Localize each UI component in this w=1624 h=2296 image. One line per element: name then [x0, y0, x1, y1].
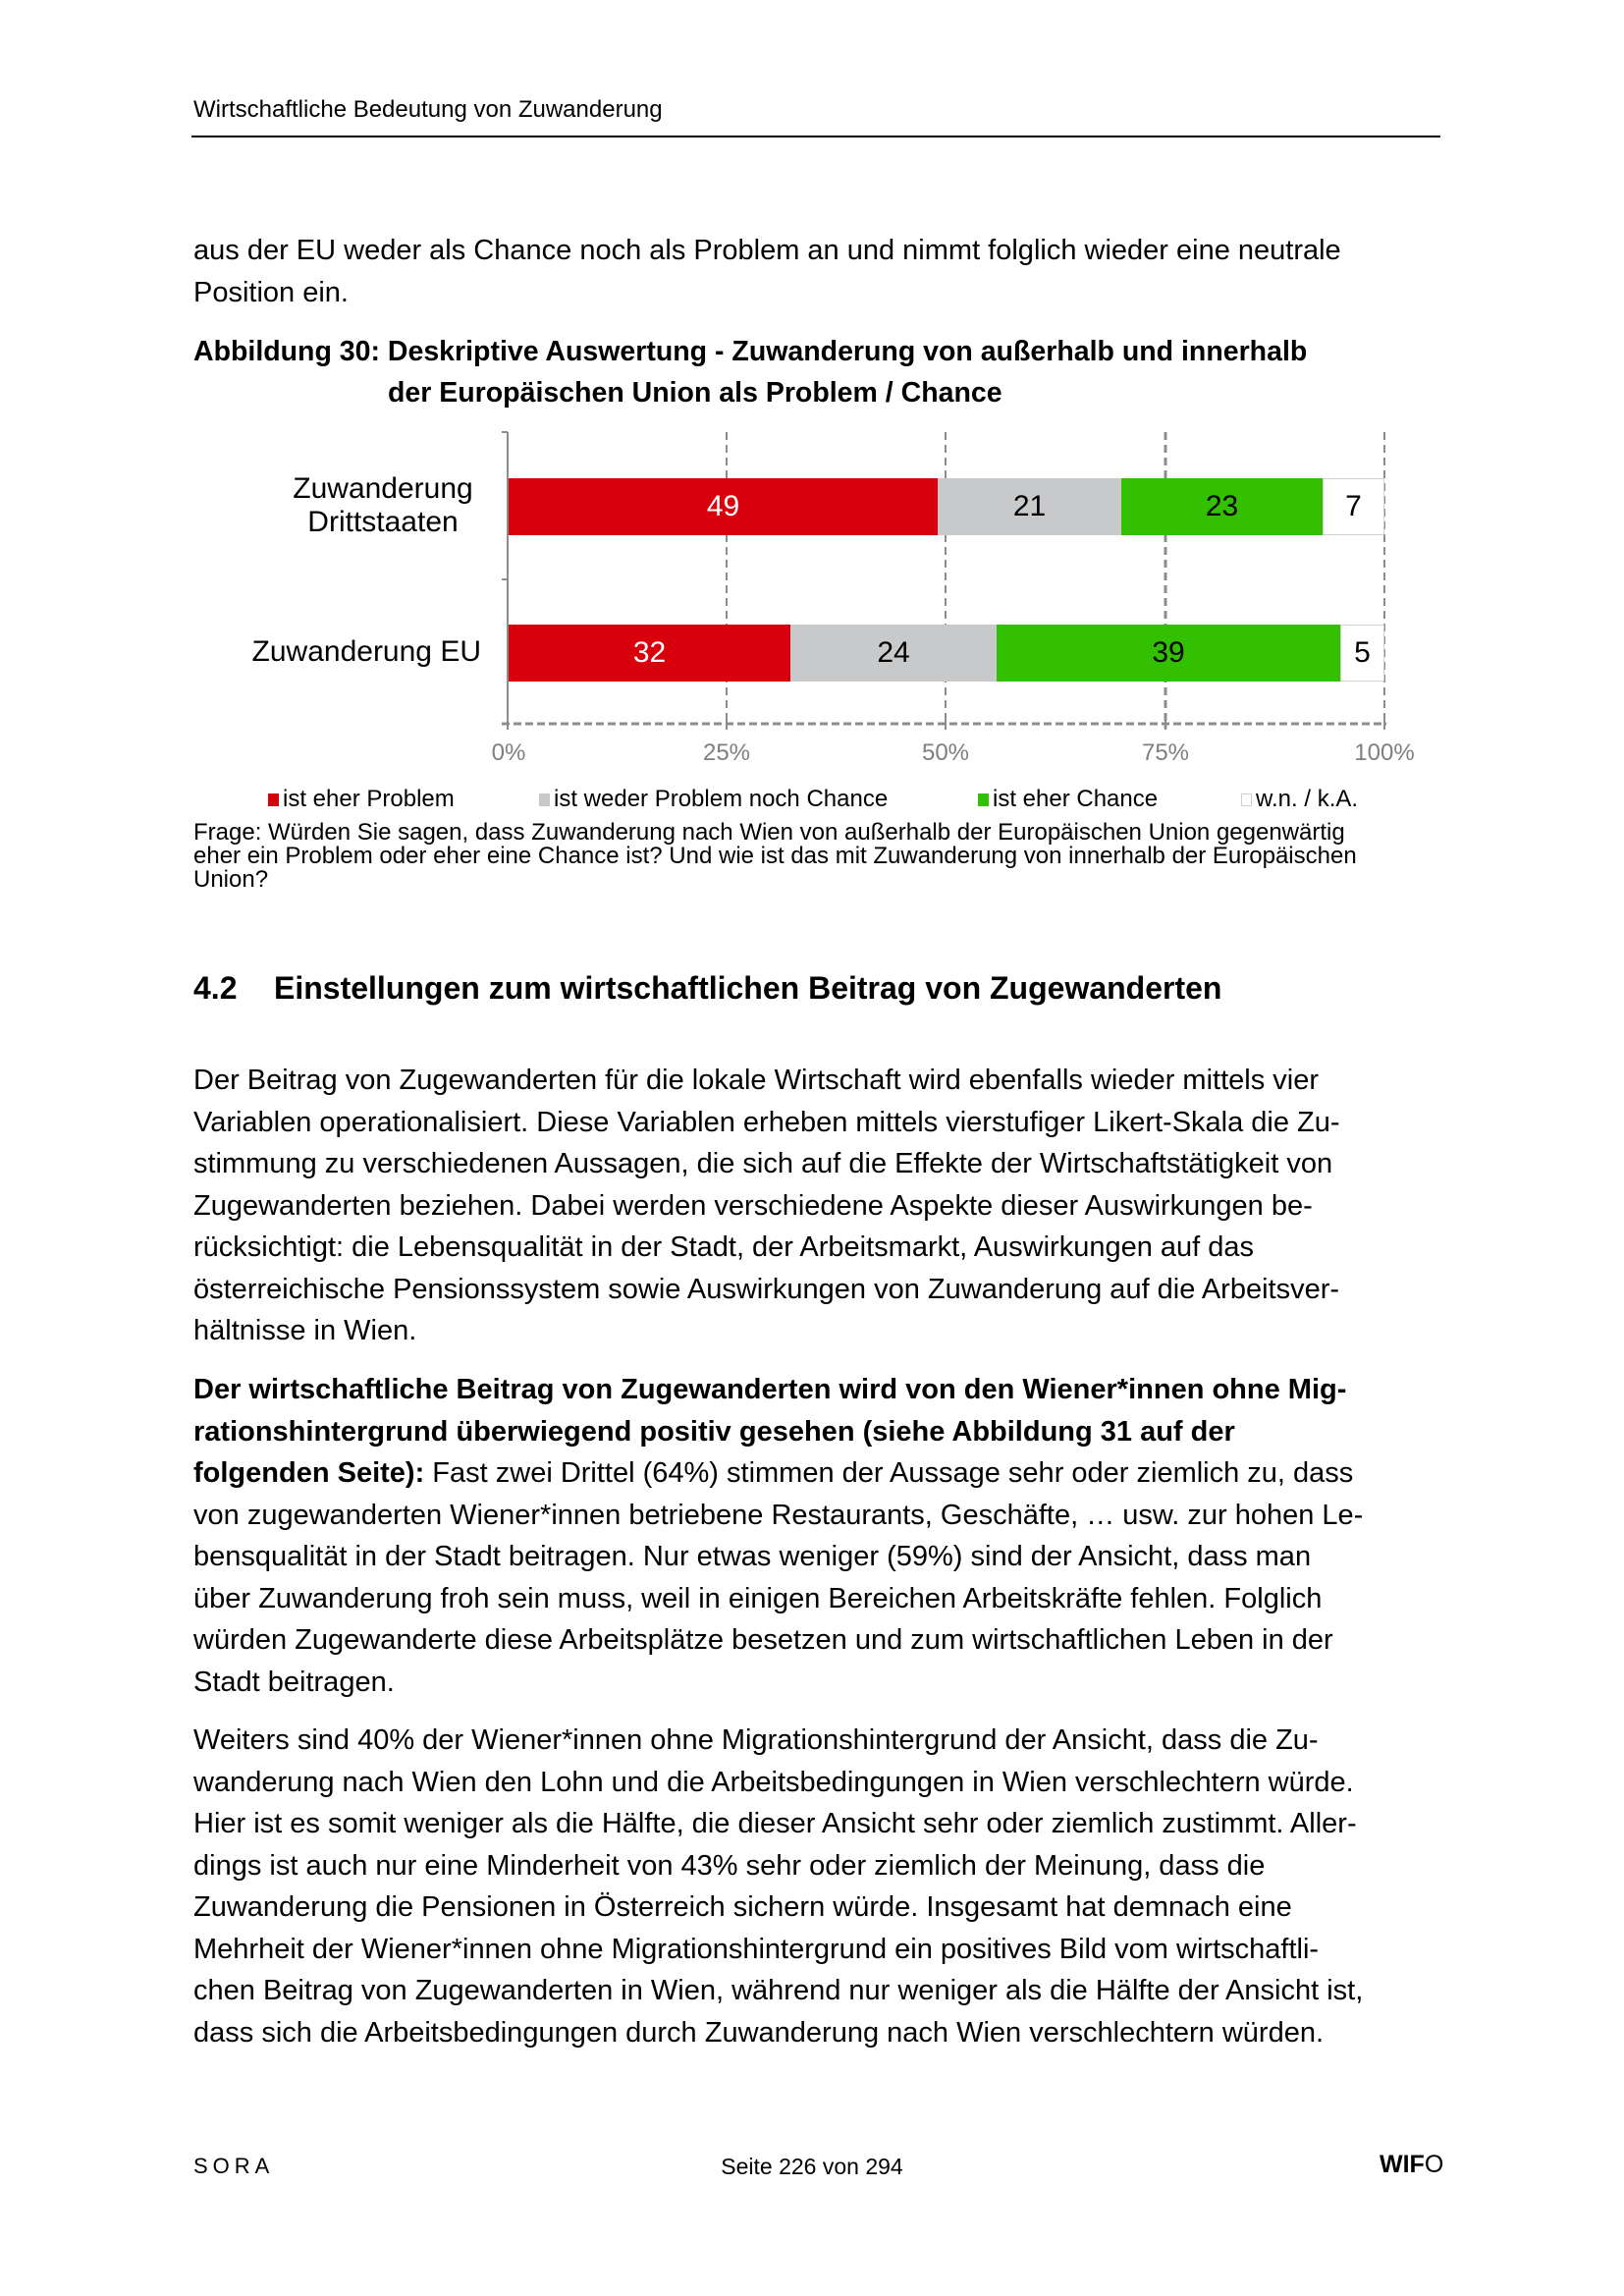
legend-label: ist eher Chance — [993, 786, 1159, 812]
bar-segment-neutral: 21 — [938, 478, 1121, 535]
bar-segment-chance: 39 — [997, 625, 1340, 682]
text-line: hältnisse in Wien. — [193, 1315, 417, 1346]
text-line: Mehrheit der Wiener*innen ohne Migrationshintergrund ein positives Bild vom wirtschaftli- — [193, 1933, 1320, 1965]
figure-title-line1: Abbildung 30: Deskriptive Auswertung - Zuwanderung von außerhalb und innerhalb — [193, 336, 1308, 367]
footer-wifo-logo — [1380, 2151, 1443, 2179]
legend-swatch-icon — [268, 793, 279, 806]
text-line: würden Zugewanderte diese Arbeitsplätze besetzen und zum wirtschaftlichen Leben in der — [193, 1624, 1333, 1656]
body-paragraph-3 — [193, 1720, 1440, 2053]
text-line: dings ist auch nur eine Minderheit von 43% sehr oder ziemlich der Meinung, dass die — [193, 1849, 1266, 1882]
legend-swatch-icon — [1241, 793, 1252, 806]
text-line: stimmung zu verschiedenen Aussagen, die sich auf die Effekte der Wirtschaftstätigkeit von — [193, 1148, 1333, 1179]
text-line: Hier ist es somit weniger als die Hälfte, die dieser Ansicht sehr oder ziemlich zustimmt. Aller- — [193, 1808, 1357, 1839]
figure-title-line2: der Europäischen Union als Problem / Chance — [388, 377, 1002, 409]
category-label-line: Drittstaaten — [307, 506, 459, 538]
legend-item-neutral — [539, 786, 888, 813]
legend-item-no-answer — [1241, 786, 1358, 813]
text-line: Variablen operationalisiert. Diese Variablen erheben mittels vierstufiger Likert-Skala die Zu- — [193, 1106, 1340, 1138]
text-line: eher ein Problem oder eher eine Chance ist? Und wie ist das mit Zuwanderung von innerhalb der Europäischen — [193, 843, 1357, 869]
bar-segment-problem: 49 — [509, 478, 938, 535]
text-line: Der Beitrag von Zugewanderten für die lokale Wirtschaft wird ebenfalls wieder mittels vier — [193, 1065, 1319, 1096]
x-tick-label: 25% — [702, 739, 751, 766]
legend-item-chance — [978, 786, 1158, 813]
text-line: wanderung nach Wien den Lohn und die Arbeitsbedingungen in Wien verschlechtern würde. — [193, 1766, 1354, 1798]
section-heading — [193, 970, 1221, 1007]
legend-item-problem — [268, 786, 455, 813]
page-number: Seite 226 von 294 — [721, 2154, 903, 2179]
text-line: chen Beitrag von Zugewanderten in Wien, während nur weniger als die Hälfte der Ansicht ist, — [193, 1975, 1364, 2006]
x-tick-label: 0% — [491, 739, 526, 766]
footer-sora-logo: SORA — [193, 2154, 275, 2178]
text-line: Frage: Würden Sie sagen, dass Zuwanderung nach Wien von außerhalb der Europäischen Union gegenwärtig — [193, 819, 1345, 846]
wifo-logo-o: O — [1424, 2151, 1444, 2178]
legend-swatch-icon — [539, 793, 550, 806]
wifo-logo-text: WIF — [1380, 2151, 1425, 2178]
section-title: Einstellungen zum wirtschaftlichen Beitrag von Zugewanderten — [274, 970, 1222, 1006]
bar-segment-no-answer: 5 — [1340, 625, 1384, 682]
figure-question-note — [193, 821, 1440, 892]
text-line: rücksichtigt: die Lebensqualität in der Stadt, der Arbeitsmarkt, Auswirkungen auf das — [193, 1231, 1255, 1263]
text-line: Fast zwei Drittel (64%) stimmen der Aussage sehr oder ziemlich zu, dass — [424, 1457, 1354, 1489]
text-line: Stadt beitragen. — [193, 1666, 395, 1698]
text-line: von zugewanderten Wiener*innen betriebene Restaurants, Geschäfte, … usw. zur hohen Le- — [193, 1499, 1364, 1531]
text-line: Union? — [193, 866, 269, 893]
text-line: bensqualität in der Stadt beitragen. Nur etwas weniger (59%) sind der Ansicht, dass man — [193, 1541, 1312, 1572]
text-line-bold: Der wirtschaftliche Beitrag von Zugewanderten wird von den Wiener*innen ohne Mig- — [193, 1374, 1347, 1405]
text-line: Zuwanderung die Pensionen in Österreich sichern würde. Insgesamt hat demnach eine — [193, 1891, 1292, 1923]
x-tick-label: 50% — [921, 739, 970, 766]
body-paragraph-1 — [193, 1060, 1440, 1352]
legend-label: ist eher Problem — [283, 786, 455, 812]
body-paragraph-2 — [193, 1369, 1440, 1703]
stacked-bar-chart — [0, 0, 1624, 884]
running-header: Wirtschaftliche Bedeutung von Zuwanderung — [193, 96, 663, 123]
text-line: Weiters sind 40% der Wiener*innen ohne Migrationshintergrund der Ansicht, dass die Zu- — [193, 1724, 1319, 1756]
text-line: dass sich die Arbeitsbedingungen durch Zuwanderung nach Wien verschlechtern würden. — [193, 2016, 1325, 2049]
text-line: Position ein. — [193, 276, 349, 308]
text-line: aus der EU weder als Chance noch als Problem an und nimmt folglich wieder eine neutrale — [193, 235, 1341, 266]
category-label-line: Zuwanderung — [293, 472, 473, 505]
text-line: über Zuwanderung froh sein muss, weil in einigen Bereichen Arbeitskräfte fehlen. Folglich — [193, 1582, 1323, 1614]
bar-segment-no-answer: 7 — [1323, 478, 1384, 535]
x-tick-label: 75% — [1141, 739, 1190, 766]
x-tick-label: 100% — [1354, 739, 1415, 766]
bar-segment-problem: 32 — [509, 625, 790, 682]
legend-label: ist weder Problem noch Chance — [554, 786, 889, 812]
category-label-drittstaaten — [285, 472, 481, 539]
section-number: 4.2 — [193, 970, 238, 1006]
bar-segment-neutral: 24 — [790, 625, 997, 682]
text-line: österreichische Pensionssystem sowie Auswirkungen von Zuwanderung auf die Arbeitsver- — [193, 1273, 1340, 1305]
text-line-bold: rationshintergrund überwiegend positiv gesehen (siehe Abbildung 31 auf der — [193, 1415, 1235, 1448]
category-label-eu: Zuwanderung EU — [251, 635, 481, 668]
text-line-bold: folgenden Seite): — [193, 1457, 425, 1489]
text-line: Zugewanderten beziehen. Dabei werden verschiedene Aspekte dieser Auswirkungen be- — [193, 1189, 1313, 1222]
legend-swatch-icon — [978, 793, 989, 806]
legend-label: w.n. / k.A. — [1256, 786, 1359, 812]
bar-segment-chance: 23 — [1121, 478, 1323, 535]
